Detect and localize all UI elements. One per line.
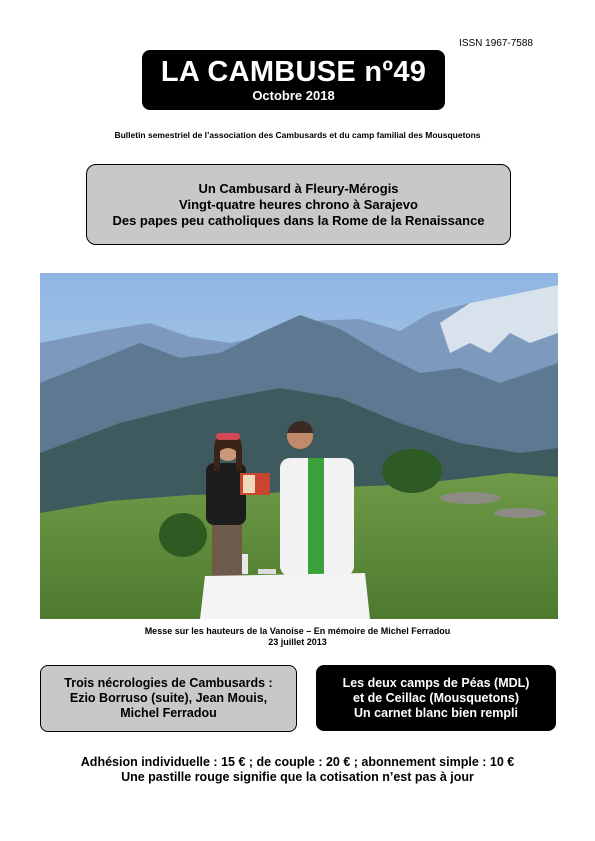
woman-legs — [212, 521, 242, 581]
issue-date: Octobre 2018 — [252, 88, 335, 103]
headlines-box — [86, 164, 511, 245]
bush — [382, 449, 442, 493]
magazine-title: LA CAMBUSE nº49 — [160, 56, 427, 88]
rock — [494, 508, 546, 518]
book-page — [243, 475, 255, 493]
box-line: Ezio Borruso (suite), Jean Mouis, — [69, 691, 268, 705]
photo-caption — [0, 626, 595, 648]
masthead — [142, 50, 445, 110]
membership-fees: Adhésion individuelle : 15 € ; de couple : 20 € ; abonnement simple : 10 € — [80, 755, 515, 769]
tagline: Bulletin semestriel de l’association des Cambusards et du camp familial des Mousquetons — [114, 130, 481, 140]
membership-note: Une pastille rouge signifie que la cotisation n’est pas à jour — [121, 770, 474, 784]
cover-photo — [40, 273, 558, 619]
membership-info — [0, 755, 595, 785]
issn-number: ISSN 1967-7588 — [459, 38, 533, 49]
box-line: Michel Ferradou — [120, 706, 217, 720]
box-line: et de Ceillac (Mousquetons) — [353, 690, 519, 705]
chalice — [242, 554, 248, 574]
box-line: Trois nécrologies de Cambusards : — [64, 676, 273, 690]
caption-date: 23 juillet 2013 — [268, 637, 327, 647]
obituaries-box — [40, 665, 297, 732]
altar-cloth — [200, 573, 370, 619]
camps-box — [316, 665, 556, 731]
box-line: Les deux camps de Péas (MDL) — [342, 675, 530, 690]
headline: Vingt-quatre heures chrono à Sarajevo — [179, 196, 418, 212]
paten — [258, 569, 276, 574]
box-line: Un carnet blanc bien rempli — [354, 705, 518, 720]
bush — [159, 513, 207, 557]
caption-line: Messe sur les hauteurs de la Vanoise – En mémoire de Michel Ferradou — [144, 626, 451, 636]
rock — [440, 492, 500, 504]
woman-cap — [216, 433, 240, 440]
priest-stole — [308, 458, 324, 576]
headline: Des papes peu catholiques dans la Rome de la Renaissance — [112, 212, 485, 228]
headline: Un Cambusard à Fleury-Mérogis — [198, 180, 399, 196]
